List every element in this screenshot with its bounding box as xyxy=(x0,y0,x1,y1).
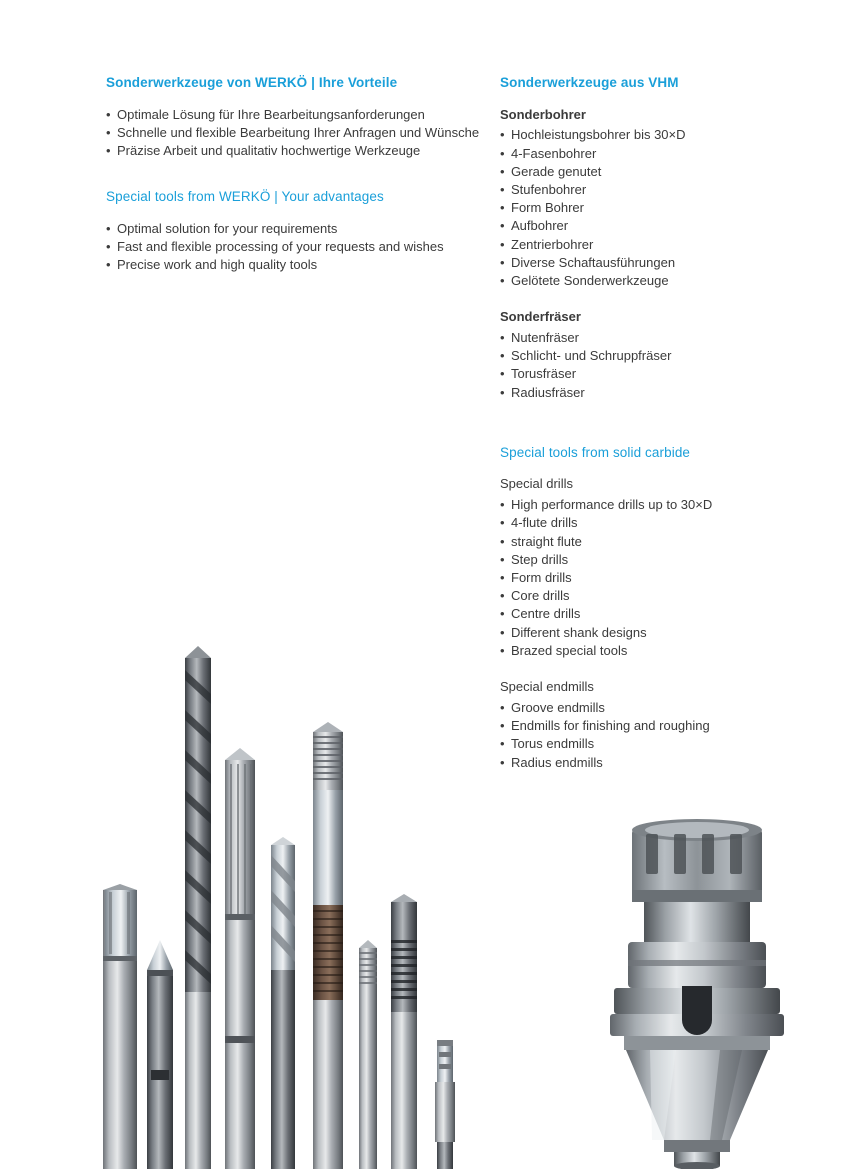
tool-twist-drill xyxy=(185,646,211,1169)
list-item: • Schlicht- und Schruppfräser xyxy=(500,347,800,365)
special-drills-list xyxy=(500,496,800,660)
list-item: • Fast and flexible processing of your requests and wishes xyxy=(106,238,486,256)
list-item: • 4-flute drills xyxy=(500,514,800,532)
special-endmills-title: Special endmills xyxy=(500,679,594,695)
list-item: • Nutenfräser xyxy=(500,329,800,347)
list-item: • Gerade genutet xyxy=(500,163,800,181)
list-item: • Radius endmills xyxy=(500,754,800,772)
spacer xyxy=(106,160,486,188)
list-item: • Präzise Arbeit und qualitativ hochwertige Werkzeuge xyxy=(106,142,486,160)
list-item: • Optimal solution for your requirements xyxy=(106,220,486,238)
left-advantages-english-list xyxy=(106,220,486,275)
list-item: • Schnelle und flexible Bearbeitung Ihrer Anfragen und Wünsche xyxy=(106,124,486,142)
special-drills-title: Special drills xyxy=(500,476,573,492)
left-column xyxy=(106,74,486,274)
list-item: • Centre drills xyxy=(500,605,800,623)
list-item: • Form Bohrer xyxy=(500,199,800,217)
cutting-tools-photo xyxy=(85,640,505,1169)
list-item: • Core drills xyxy=(500,587,800,605)
list-item: • Diverse Schaftausführungen xyxy=(500,254,800,272)
spacer xyxy=(500,660,800,678)
list-item: • Torus endmills xyxy=(500,735,800,753)
tool-holder-photo xyxy=(590,810,810,1169)
tool-reamer xyxy=(225,748,255,1169)
tool-fluted-tap xyxy=(391,894,417,1169)
left-advantages-german-list xyxy=(106,106,486,161)
sonderfraeser-list xyxy=(500,329,800,402)
left-heading-english: Special tools from WERKÖ | Your advantages xyxy=(106,189,384,205)
list-item: • Different shank designs xyxy=(500,624,800,642)
milling-cutter-head xyxy=(632,819,762,902)
list-item: • Optimale Lösung für Ihre Bearbeitungsanforderungen xyxy=(106,106,486,124)
list-item: • Radiusfräser xyxy=(500,384,800,402)
list-item: • Precise work and high quality tools xyxy=(106,256,486,274)
list-item: • straight flute xyxy=(500,533,800,551)
special-endmills-list xyxy=(500,699,800,772)
list-item: • Torusfräser xyxy=(500,365,800,383)
list-item: • Stufenbohrer xyxy=(500,181,800,199)
tool-endmill xyxy=(271,837,295,1169)
right-column xyxy=(500,74,800,772)
tool-step-pin xyxy=(435,1040,455,1169)
tool-small-tap xyxy=(359,940,377,1169)
right-heading-english: Special tools from solid carbide xyxy=(500,444,691,460)
spacer xyxy=(500,290,800,308)
list-item: • Gelötete Sonderwerkzeuge xyxy=(500,272,800,290)
list-item: • 4-Fasenbohrer xyxy=(500,145,800,163)
tool-countersink xyxy=(147,940,173,1169)
list-item: • High performance drills up to 30×D xyxy=(500,496,800,514)
spacer xyxy=(500,402,800,444)
sonderbohrer-title: Sonderbohrer xyxy=(500,106,586,122)
tool-thread-tap-long xyxy=(313,722,343,1169)
list-item: • Aufbohrer xyxy=(500,217,800,235)
sonderfraeser-title: Sonderfräser xyxy=(500,309,581,325)
left-heading-german: Sonderwerkzeuge von WERKÖ | Ihre Vorteile xyxy=(106,75,398,90)
right-heading-german: Sonderwerkzeuge aus VHM xyxy=(500,75,679,90)
list-item: • Brazed special tools xyxy=(500,642,800,660)
list-item: • Form drills xyxy=(500,569,800,587)
list-item: • Step drills xyxy=(500,551,800,569)
holder-taper-cone xyxy=(626,1050,768,1169)
list-item: • Zentrierbohrer xyxy=(500,236,800,254)
tool-counterbore xyxy=(103,884,137,1169)
sonderbohrer-list xyxy=(500,126,800,290)
list-item: • Hochleistungsbohrer bis 30×D xyxy=(500,126,800,144)
list-item: • Groove endmills xyxy=(500,699,800,717)
holder-body xyxy=(610,902,784,1050)
list-item: • Endmills for finishing and roughing xyxy=(500,717,800,735)
